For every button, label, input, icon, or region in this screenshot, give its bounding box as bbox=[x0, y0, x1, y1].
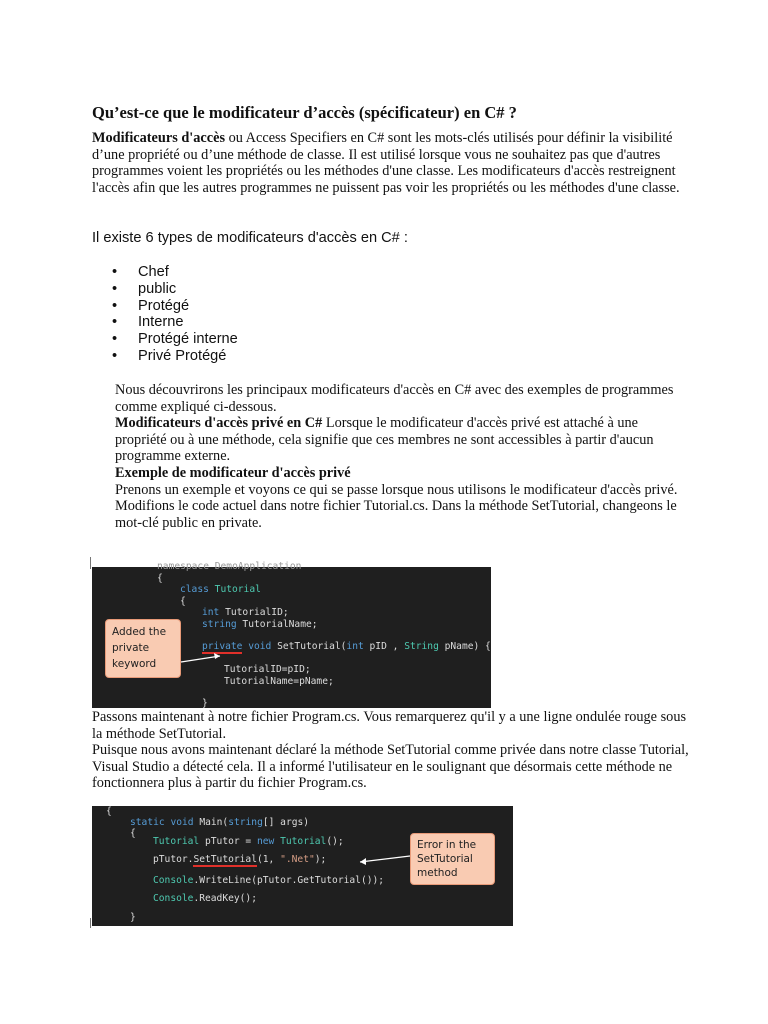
code-token: Console bbox=[153, 875, 194, 886]
types-lead: Il existe 6 types de modificateurs d'accès en C# : bbox=[92, 230, 408, 246]
list-item: • public bbox=[112, 281, 238, 298]
intro-bold: Modificateurs d'accès bbox=[92, 130, 226, 146]
image-border bbox=[90, 918, 91, 928]
list-item: • Interne bbox=[112, 314, 238, 331]
list-item: • Privé Protégé bbox=[112, 348, 238, 365]
code-token: pID , bbox=[363, 641, 405, 652]
code-token: SetTutorial bbox=[193, 854, 257, 865]
code-token: String bbox=[404, 641, 439, 652]
callout-line: private bbox=[112, 642, 150, 654]
code-line: { bbox=[106, 806, 112, 817]
list-item: • Chef bbox=[112, 264, 238, 281]
code-token: class bbox=[180, 584, 209, 595]
code-line: TutorialName=pName; bbox=[224, 676, 334, 687]
private-heading: Modificateurs d'accès privé en C# bbox=[115, 415, 323, 432]
code-token: int bbox=[346, 641, 364, 652]
code-screenshot-tutorial bbox=[92, 561, 491, 709]
code-line: namespace DemoApplication bbox=[157, 561, 302, 572]
code-token: static bbox=[130, 817, 165, 828]
code-token: (); bbox=[326, 836, 344, 847]
code-token: Tutorial bbox=[214, 584, 261, 595]
modify-code-text: Modifions le code actuel dans notre fichier Tutorial.cs. Dans la méthode SetTutorial, changeons le mot-clé public en private. bbox=[115, 498, 677, 531]
callout-arrow bbox=[92, 806, 513, 926]
list-item: • Protégé bbox=[112, 298, 238, 315]
private-section bbox=[115, 382, 680, 531]
code-token: Tutorial bbox=[280, 836, 327, 847]
callout-arrow bbox=[92, 567, 491, 708]
image-border bbox=[90, 557, 91, 569]
program-section bbox=[92, 709, 692, 792]
code-token: Console bbox=[153, 893, 194, 904]
code-token: new bbox=[256, 836, 275, 847]
code-token: string bbox=[228, 817, 263, 828]
list-item: • Protégé interne bbox=[112, 331, 238, 348]
code-token: pTutor = bbox=[199, 836, 257, 847]
example-intro-text: Prenons un exemple et voyons ce qui se passe lorsque nous utilisons le modificateur d'accès privé. bbox=[115, 481, 678, 498]
page-title: Qu’est-ce que le modificateur d’accès (spécificateur) en C# ? bbox=[92, 103, 517, 122]
program-intro-text: Passons maintenant à notre fichier Program.cs. Vous remarquerez qu'il y a une ligne ondulée rouge sous la méthode SetTutorial. bbox=[92, 709, 687, 742]
code-token: SetTutorial( bbox=[271, 641, 347, 652]
code-line: TutorialID=pID; bbox=[224, 664, 311, 675]
code-token: Tutorial bbox=[153, 836, 200, 847]
code-token: [] args) bbox=[262, 817, 310, 828]
code-token: void bbox=[248, 641, 272, 652]
private-definition bbox=[115, 415, 680, 465]
code-token: ".Net" bbox=[280, 854, 315, 865]
code-token: TutorialID; bbox=[219, 607, 289, 618]
private-definition-text: Lorsque le modificateur d'accès privé est attaché à une propriété ou à une méthode, cela signifie que ces membres ne sont accessibles à partir d'aucun programme externe. bbox=[115, 415, 654, 465]
code-token: .ReadKey(); bbox=[193, 893, 257, 904]
code-token: Main( bbox=[193, 817, 229, 828]
callout-line: Added the bbox=[112, 626, 167, 638]
callout-line: Error in the bbox=[417, 839, 477, 851]
intro-examples-text: Nous découvrirons les principaux modificateurs d'accès en C# avec des exemples de programmes comme expliqué ci-dessous. bbox=[115, 382, 674, 415]
code-screenshot-program bbox=[92, 806, 513, 926]
code-token: (1, bbox=[256, 854, 281, 865]
example-heading-text: Exemple de modificateur d'accès privé bbox=[115, 464, 351, 481]
code-line: } bbox=[202, 698, 208, 709]
intro-paragraph bbox=[92, 130, 680, 196]
callout-line: keyword bbox=[112, 658, 157, 670]
code-line: { bbox=[180, 596, 186, 607]
callout-line: SetTutorial bbox=[417, 853, 473, 865]
code-token: .WriteLine(pTutor.GetTutorial()); bbox=[193, 875, 385, 886]
code-token: int bbox=[202, 607, 220, 618]
intro-text: ou Access Specifiers en C# sont les mots-clés utilisés pour définir la visibilité d’une propriété ou d’une méthode de classe. Il est utilisé lorsque vous ne souhaitez pas que d'autres programmes voient les propriétés ou les méthodes d'une classe. Les modificateurs d'accès restreignent l'accès afin que les autres programmes ne puissent pas voir les propriétés ou les méthodes d'une classe. bbox=[92, 130, 680, 196]
code-token: ); bbox=[314, 854, 327, 865]
code-token: private bbox=[202, 641, 243, 652]
callout-line: method bbox=[417, 867, 458, 879]
code-line: } bbox=[130, 912, 136, 923]
code-token: string bbox=[202, 619, 237, 630]
code-line: { bbox=[130, 828, 136, 839]
program-explanation-text: Puisque nous avons maintenant déclaré la méthode SetTutorial comme privée dans notre classe Tutorial, Visual Studio a détecté cela. Il a informé l'utilisateur en le soulignant que désormais cette méthode ne fonctionnera plus à partir du fichier Program.cs. bbox=[92, 742, 689, 792]
code-token: TutorialName; bbox=[236, 619, 318, 630]
types-list bbox=[112, 264, 238, 365]
code-line: { bbox=[157, 573, 163, 584]
code-token: void bbox=[170, 817, 194, 828]
code-token: pTutor. bbox=[153, 854, 194, 865]
code-token: pName) { bbox=[438, 641, 491, 652]
example-heading bbox=[115, 465, 680, 482]
